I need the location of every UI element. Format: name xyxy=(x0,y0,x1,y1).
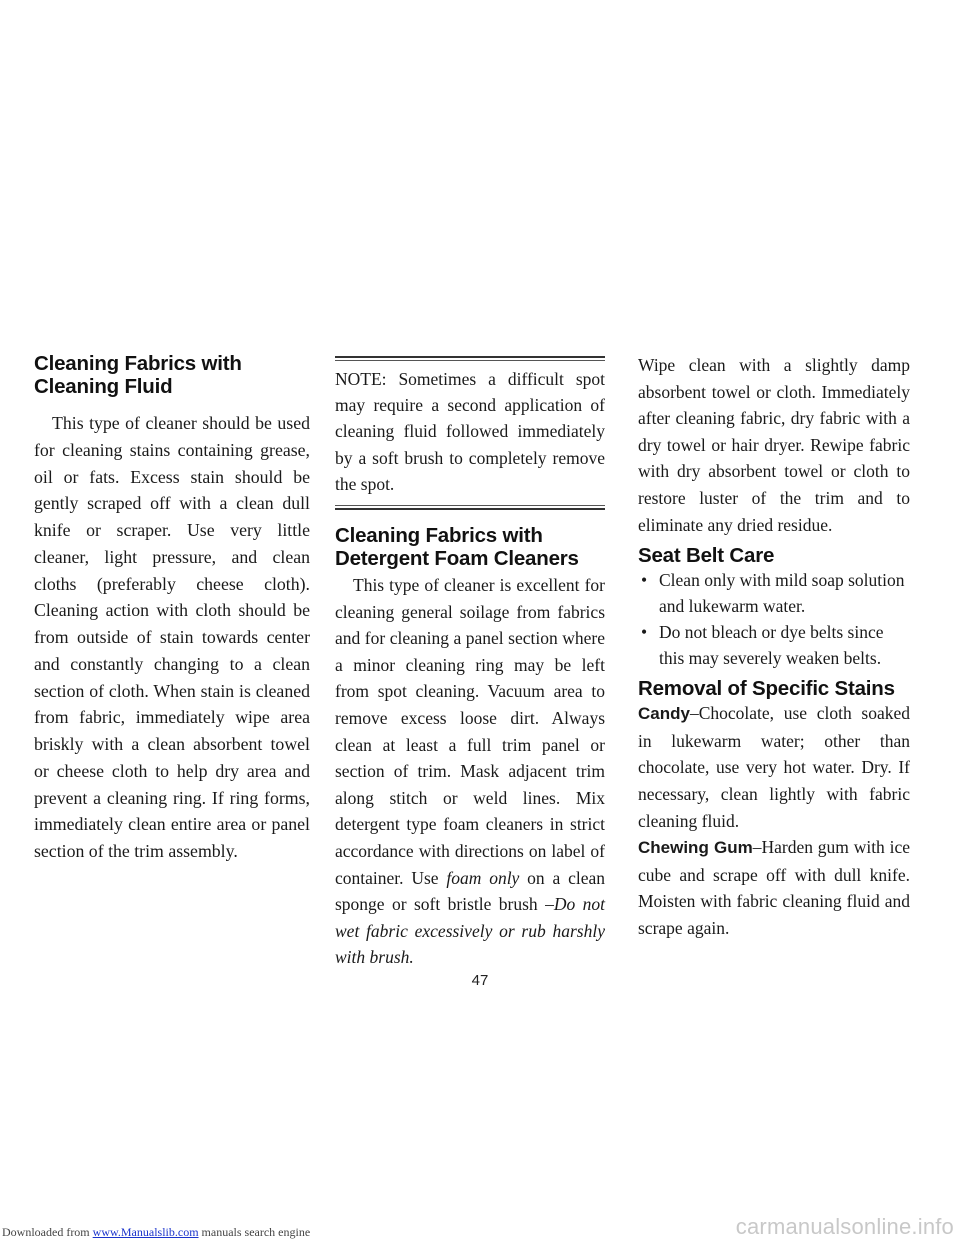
list-item-text: Clean only with mild soap solution and lukewarm water. xyxy=(659,570,905,617)
note-text: NOTE: Sometimes a difficult spot may require a second application of cleaning fluid followed immediately by a soft brush to completely remove the spot. xyxy=(335,369,605,494)
section-heading-seat-belt: Seat Belt Care xyxy=(638,544,775,568)
section-heading-cleaning-fluid xyxy=(34,352,310,398)
footer-suffix: manuals search engine xyxy=(198,1225,311,1239)
footer-prefix: Downloaded from xyxy=(2,1225,93,1239)
bullet-icon: • xyxy=(641,570,648,591)
paragraph-text: This type of cleaner is excellent for cleaning general soilage from fabrics and for cleaning a panel section where a minor cleaning ring may be left from spot cleaning. Vacuum area to remove excess loose dirt. Always clean at least a full trim panel or section of trim. Mask adjacent trim along stitch or weld lines. Mix detergent type foam cleaners in strict accordance with directions on label of container. Use xyxy=(335,575,605,888)
column-left xyxy=(34,352,310,865)
heading-line-1: Cleaning Fabrics with xyxy=(335,524,543,548)
heading-line-2: Detergent Foam Cleaners xyxy=(335,547,579,571)
stain-entry-chewing-gum xyxy=(638,834,910,941)
detergent-foam-paragraph xyxy=(335,572,605,971)
emphasis-text: foam only xyxy=(446,867,520,888)
paragraph-text: on a clean sponge or soft bristle brush xyxy=(335,867,605,915)
watermark: carmanualsonline.info xyxy=(735,1214,954,1239)
list-item-text: Do not bleach or dye belts since this may severely weaken belts. xyxy=(659,622,884,669)
cleaning-fluid-paragraph: This type of cleaner should be used for cleaning stains containing grease, oil or fats. Excess stain should be gently scraped off with a clean dull knife or scraper. Use very little cleaner, light pressure, and clean cloths (preferably cheese cloth). Cleaning action with cloth should be from outside of stain towards center and constantly changing to a clean section of cloth. When stain is cleaned from fabric, immediately wipe area briskly with a clean absorbent towel or cheese cloth to help dry area and prevent a cleaning ring. If ring forms, immediately clean entire area or panel section of the trim assembly. xyxy=(34,413,310,861)
section-heading-specific-stains: Removal of Specific Stains xyxy=(638,677,895,701)
emphasis-text: –Do not wet fabric excessively or rub harshly with brush. xyxy=(335,894,606,968)
stain-text: –Chocolate, use cloth soaked in lukewarm water; other than chocolate, use very hot water. Dry. If necessary, clean lightly with fabric cleaning fluid. xyxy=(638,703,910,831)
heading-line-2: Cleaning Fluid xyxy=(34,375,173,398)
stain-term: Candy xyxy=(638,704,690,724)
note-rule-bottom-thin xyxy=(335,505,605,506)
heading-line-1: Cleaning Fabrics with xyxy=(34,352,242,375)
note-box xyxy=(335,356,605,510)
manualslib-link[interactable]: www.Manualslib.com xyxy=(92,1225,199,1239)
download-footer xyxy=(2,1225,310,1240)
note-rule-bottom xyxy=(335,508,605,510)
column-right xyxy=(638,352,910,942)
column-middle xyxy=(335,352,605,971)
section-heading-detergent-foam xyxy=(335,524,605,570)
note-rule-top xyxy=(335,356,605,358)
stain-term: Chewing Gum xyxy=(638,838,753,858)
list-item xyxy=(638,567,910,619)
page-number: 47 xyxy=(471,972,489,989)
note-rule-top-thin xyxy=(335,360,605,361)
seat-belt-list xyxy=(638,567,910,671)
stain-entry-candy xyxy=(638,700,910,834)
detergent-foam-continued: Wipe clean with a slightly damp absorbent towel or cloth. Immediately after cleaning fabric, dry fabric with a dry towel or hair dryer. Rewipe fabric with dry absorbent towel or cloth to restore luster of the trim and to eliminate any dried residue. xyxy=(638,355,910,535)
bullet-icon: • xyxy=(641,622,648,643)
list-item xyxy=(638,619,910,671)
stain-text: –Harden gum with ice cube and scrape off with dull knife. Moisten with fabric cleaning fluid and scrape again. xyxy=(638,837,911,938)
